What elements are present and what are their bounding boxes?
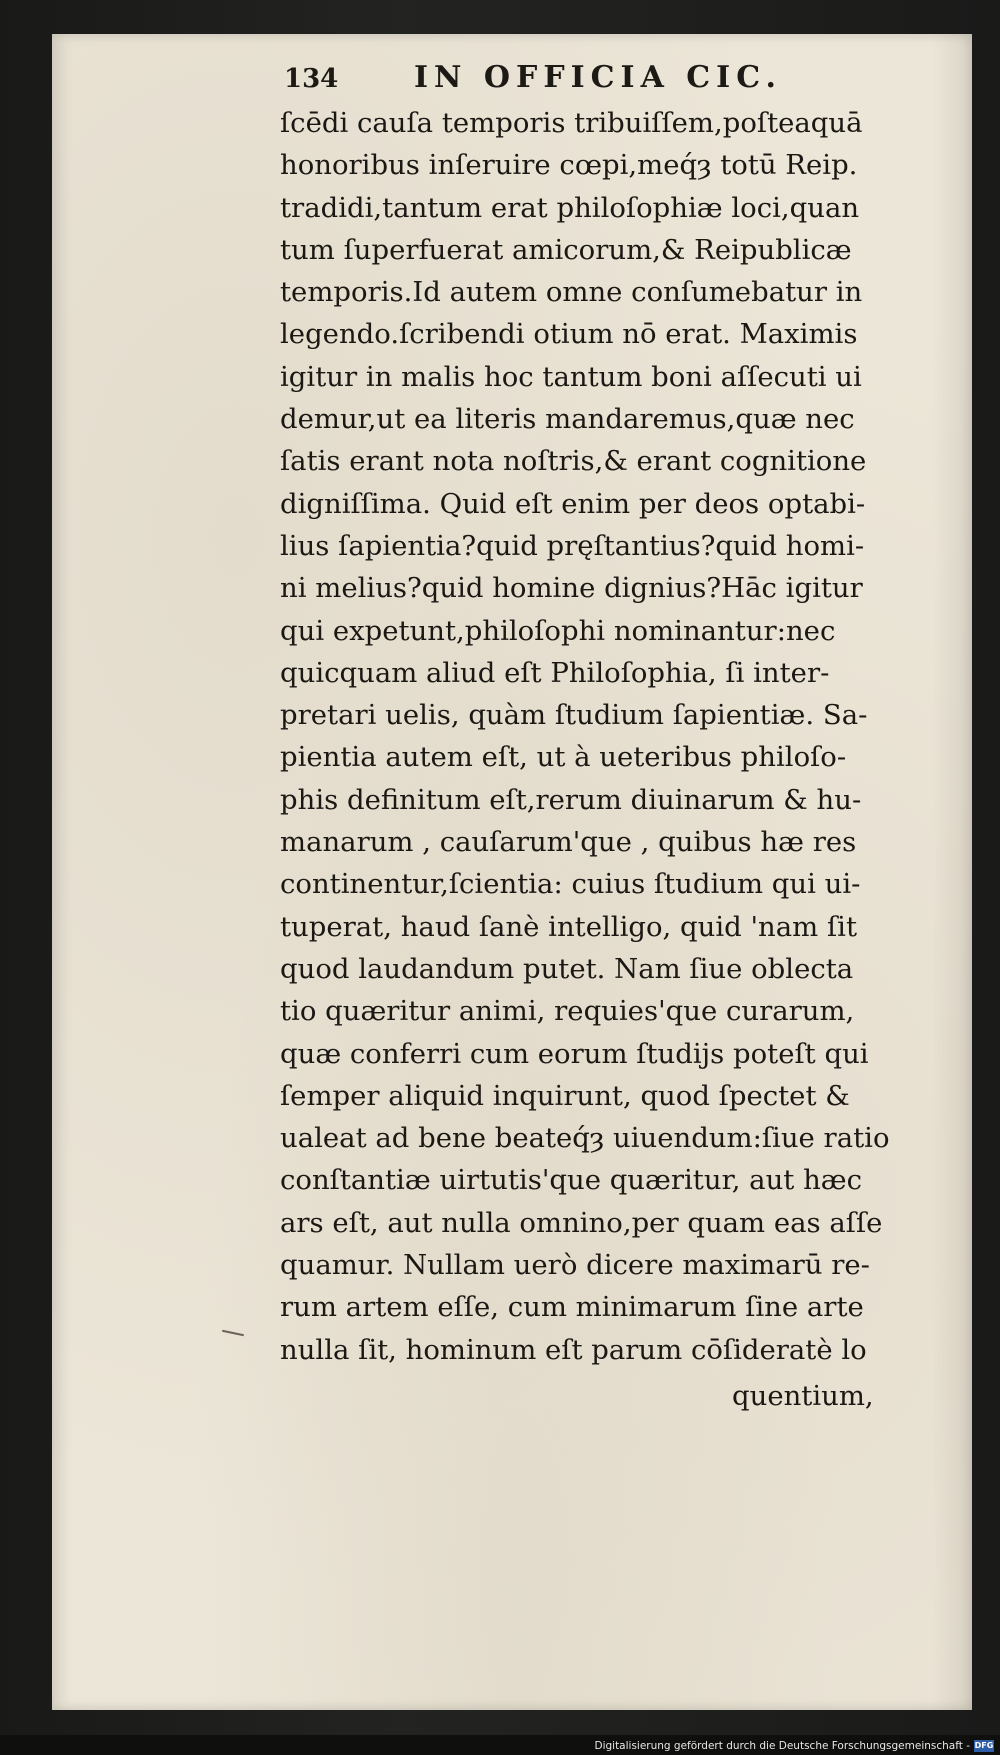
footer-bar <box>0 1735 1000 1755</box>
running-head: IN OFFICIA CIC. <box>414 60 782 95</box>
body-text <box>280 102 920 1371</box>
text-line: tradidi,tantum erat philoſophiæ loci,quan <box>280 191 860 224</box>
text-line: tio quæritur animi, requies'que curarum, <box>280 995 855 1028</box>
text-line: ars eſt, aut nulla omnino,per quam eas aſſe <box>280 1206 883 1239</box>
text-line: ualeat ad bene beateq́ȝ uiuendum:ſiue ratio <box>280 1122 890 1155</box>
text-line: demur,ut ea literis mandaremus,quæ nec <box>280 403 855 436</box>
dfg-logo: DFG <box>974 1741 994 1750</box>
catchword: quentium, <box>732 1380 874 1412</box>
book-page <box>52 34 972 1710</box>
text-line: legendo.ſcribendi otium nō erat. Maximis <box>280 318 858 351</box>
text-line: ni melius?quid homine dignius?Hāc igitur <box>280 572 863 605</box>
text-line: continentur,ſcientia: cuius ſtudium qui ui- <box>280 868 861 901</box>
text-line: quamur. Nullam uerò dicere maximarū re- <box>280 1249 870 1282</box>
text-line: ſcēdi cauſa temporis tribuiſſem,poſteaquā <box>280 107 863 139</box>
text-line: quod laudandum putet. Nam ſiue oblecta <box>280 952 854 985</box>
text-line: quæ conferri cum eorum ſtudijs poteſt qui <box>280 1037 869 1070</box>
text-line: rum artem eſſe, cum minimarum ſine arte <box>280 1291 864 1324</box>
text-line: conſtantiæ uirtutis'que quæritur, aut hæc <box>280 1164 863 1197</box>
text-line: ſatis erant nota noſtris,& erant cognitione <box>280 445 867 478</box>
page-number: 134 <box>284 64 339 94</box>
text-line: digniſſima. Quid eſt enim per deos optabi- <box>280 487 866 520</box>
text-line: honoribus inſeruire cœpi,meq́ȝ totū Reip. <box>280 149 858 182</box>
page-edge-shadow <box>932 34 972 1710</box>
text-line: nulla ſit, hominum eſt parum cōſideratè lo <box>280 1333 867 1366</box>
text-line: qui expetunt,philoſophi nominantur:nec <box>280 614 836 647</box>
page-header <box>284 58 904 102</box>
text-line: tuperat, haud ſanè intelligo, quid 'nam ſit <box>280 910 858 943</box>
text-line: phis definitum eſt,rerum diuinarum & hu- <box>280 783 862 816</box>
text-line: quicquam aliud eſt Philoſophia, ſi inter- <box>280 656 830 689</box>
text-line: temporis.Id autem omne conſumebatur in <box>280 276 863 309</box>
text-line: pretari uelis, quàm ſtudium ſapientiæ. Sa- <box>280 699 868 732</box>
text-line: lius ſapientia?quid pręſtantius?quid homi- <box>280 529 865 562</box>
text-line: tum ſuperfuerat amicorum,& Reipublicæ <box>280 233 852 266</box>
text-line: pientia autem eſt, ut à ueteribus philoſo- <box>280 741 847 774</box>
margin-mark <box>222 1330 244 1337</box>
footer-credit: Digitalisierung gefördert durch die Deutsche Forschungsgemeinschaft - <box>594 1740 970 1752</box>
text-line: manarum , cauſarum'que , quibus hæ res <box>280 826 857 859</box>
text-line: ſemper aliquid inquirunt, quod ſpectet & <box>280 1079 850 1112</box>
text-line: igitur in malis hoc tantum boni aſſecuti ui <box>280 360 862 393</box>
